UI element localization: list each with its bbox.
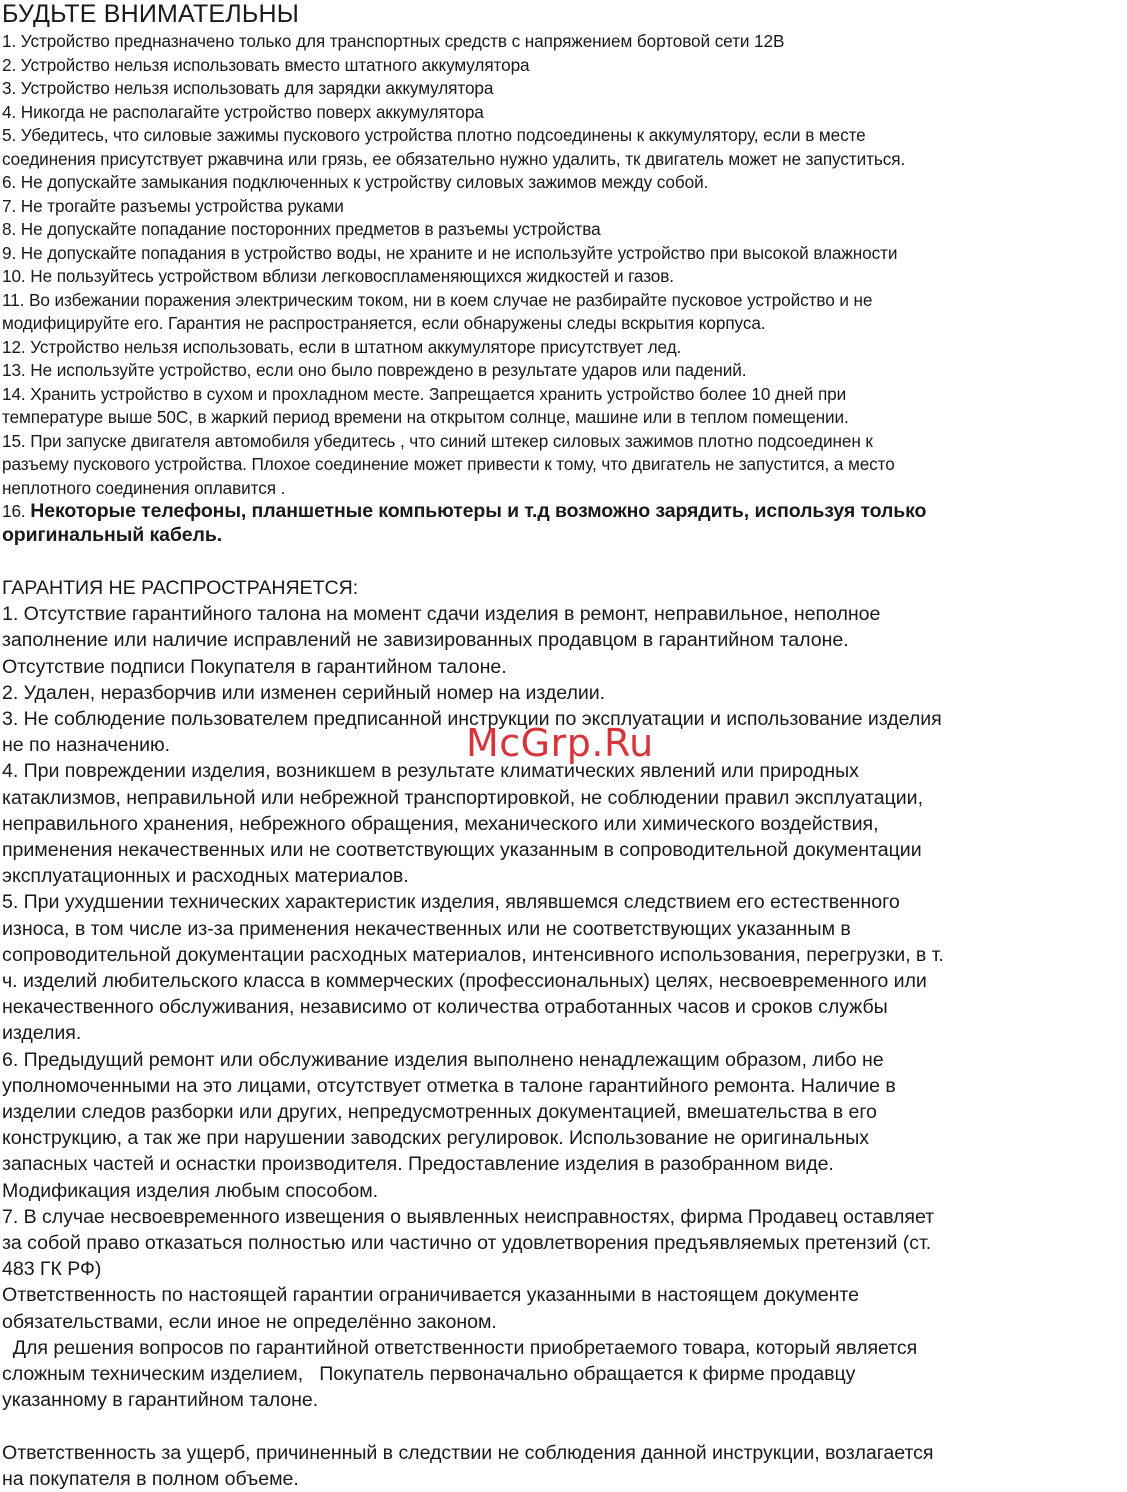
warranty-line: изделия. [2,1022,82,1045]
safety-line: 5. Убедитесь, что силовые зажимы пускового устройства плотно подсоединены к аккумулятору, если в месте [2,125,866,145]
warranty-line: за собой право отказаться полностью или частично от удовлетворения предъявляемых претензий (ст. [2,1232,932,1255]
safety-line-16 [2,500,1126,524]
liability-line: на покупателя в полном объеме. [2,1467,299,1490]
warranty-line: Для решения вопросов по гарантийной ответственности приобретаемого товара, который является [2,1336,918,1359]
safety-line: 4. Никогда не располагайте устройство поверх аккумулятора [2,101,484,122]
warranty-line: не по назначению. [2,734,171,757]
warranty-line: ч. изделий любительского класса в коммерческих (профессиональных) целях, несвоевременного или [2,970,927,993]
warranty-line: 4. При повреждении изделия, возникшем в результате климатических явлений или природных [2,760,859,783]
safety-line: 1. Устройство предназначено только для транспортных средств с напряжением бортовой сети 12В [2,31,785,51]
warranty-line: эксплуатационных и расходных материалов. [2,865,409,888]
warranty-line: 6. Предыдущий ремонт или обслуживание изделия выполнено ненадлежащим образом, либо не [2,1048,884,1071]
safety-line: 15. При запуске двигателя автомобиля убедитесь , что синий штекер силовых зажимов плотно подсоединен к [2,430,873,451]
warranty-line: указанному в гарантийном талоне. [2,1389,319,1412]
safety-line: 14. Хранить устройство в сухом и прохладном месте. Запрещается хранить устройство более 10 дней при [2,383,847,404]
warranty-line: Модификация изделия любым способом. [2,1179,379,1202]
page-title: БУДЬТЕ ВНИМАТЕЛЬНЫ [2,0,300,28]
safety-line: 11. Во избежании поражения электрическим током, ни в коем случае не разбирайте пусковое устройство и не [2,289,873,310]
warranty-line: заполнение или наличие исправлений не завизированных продавцом в гарантийном талоне. [2,629,849,652]
paragraph-gap [2,1414,1126,1440]
warranty-line: запасных частей и оснастки производителя. Предоставление изделия в разобранном виде. [2,1153,834,1176]
safety-line: модифицируйте его. Гарантия не распространяется, если обнаружены следы вскрытия корпуса. [2,313,766,333]
warranty-line: 483 ГК РФ) [2,1258,102,1281]
safety-line: 3. Устройство нельзя использовать для зарядки аккумулятора [2,78,494,98]
warranty-line: неправильного хранения, небрежного обращения, механического или химического воздействия, [2,812,879,835]
safety-line: 2. Устройство нельзя использовать вместо штатного аккумулятора [2,54,530,75]
safety-line: разъему пускового устройства. Плохое соединение может привести к тому, что двигатель не запустится, а место [2,454,895,474]
item-16-bold-text: Некоторые телефоны, планшетные компьютеры и т.д возможно зарядить, используя только [30,500,927,522]
warranty-heading: ГАРАНТИЯ НЕ РАСПРОСТРАНЯЕТСЯ: [2,577,359,599]
warranty-line: некачественного обслуживания, независимо от количества отработанных часов и сроков службы [2,996,888,1019]
safety-line: неплотного соединения оплавится . [2,477,286,498]
safety-line: 8. Не допускайте попадание посторонних предметов в разъемы устройства [2,219,601,239]
warranty-line: Ответственность по настоящей гарантии ограничивается указанными в настоящем документе [2,1284,859,1307]
warranty-line: 7. В случае несвоевременного извещения о выявленных неисправностях, фирма Продавец оставляет [2,1205,935,1228]
watermark-logo: McGrp.Ru [466,721,654,765]
safety-line: 10. Не пользуйтесь устройством вблизи легковоспламеняющихся жидкостей и газов. [2,266,674,286]
safety-line: соединения присутствует ржавчина или грязь, ее обязательно нужно удалить, тк двигатель может не запуститься. [2,148,906,169]
warranty-line: конструкцию, а так же при нарушении заводских регулировок. Использование не оригинальных [2,1127,870,1150]
safety-line: 9. Не допускайте попадания в устройство воды, не храните и не используйте устройство при высокой влажности [2,242,898,263]
safety-line: 12. Устройство нельзя использовать, если в штатном аккумуляторе присутствует лед. [2,336,682,357]
safety-line: температуре выше 50С, в жаркий период времени на открытом солнце, машине или в теплом помещении. [2,407,849,427]
warranty-line: катаклизмов, неправильной или небрежной транспортировкой, не соблюдении правил эксплуатации, [2,786,923,809]
safety-line: 6. Не допускайте замыкания подключенных к устройству силовых зажимов между собой. [2,172,709,192]
warranty-line: 5. При ухудшении технических характеристик изделия, являвшемся следствием его естественного [2,891,900,914]
item-16-bold-text-cont: оригинальный кабель. [2,523,223,546]
warranty-line: применения некачественных или не соответствующих указанным в сопроводительной документации [2,839,922,862]
warranty-line: сложным техническим изделием, Покупатель первоначально обращается к фирме продавцу [2,1363,856,1386]
item-16-number: 16. [2,501,31,521]
warranty-line: сопроводительной документации расходных материалов, интенсивного использования, перегрузки, в т. [2,943,944,966]
warranty-line: Отсутствие подписи Покупателя в гарантийном талоне. [2,655,507,678]
warranty-line: обязательствами, если иное не определённо законом. [2,1310,497,1333]
liability-line: Ответственность за ущерб, причиненный в следствии не соблюдения данной инструкции, возлагается [2,1441,934,1464]
warranty-line: 1. Отсутствие гарантийного талона на момент сдачи изделия в ремонт, неправильное, неполное [2,603,881,626]
warranty-line: 3. Не соблюдение пользователем предписанной инструкции по эксплуатации и использование изделия [2,708,942,731]
warranty-line: уполномоченными на это лицами, отсутствует отметка в талоне гарантийного ремонта. Наличие в [2,1074,896,1097]
safety-instructions-list [2,30,1126,547]
safety-line-16-cont [2,524,1126,548]
warranty-line: износа, в том числе из-за применения некачественных или не соответствующих указанным в [2,917,851,940]
safety-line: 7. Не трогайте разъемы устройства руками [2,195,344,216]
warranty-line: изделии следов разборки или других, непредусмотренных документацией, вмешательства в его [2,1101,877,1124]
warranty-section [2,575,1126,1492]
safety-line: 13. Не используйте устройство, если оно было повреждено в результате ударов или падений. [2,360,747,380]
warranty-line: 2. Удален, неразборчив или изменен серийный номер на изделии. [2,681,606,704]
